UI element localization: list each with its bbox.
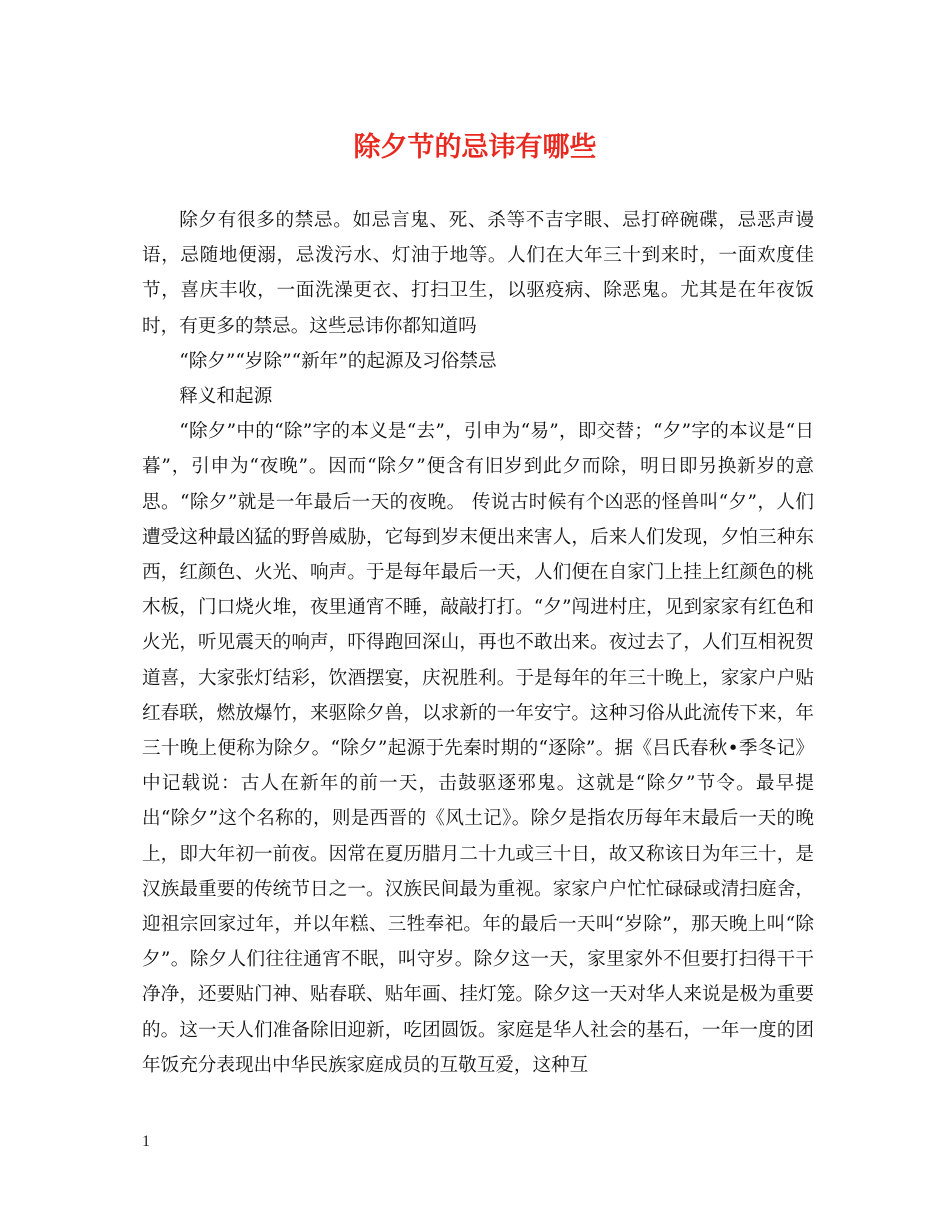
- subsection-heading: 释义和起源: [179, 386, 273, 408]
- document-body: [142, 203, 814, 1083]
- intro-paragraph: 除夕有很多的禁忌。如忌言鬼、死、杀等不吉字眼、忌打碎碗碟，忌恶声谩语，忌随地便溺，忌泼污水、灯油于地等。人们在大年三十到来时，一面欢度佳节，喜庆丰收，一面洗澡更衣、打扫卫生，以驱疫病、除恶鬼。尤其是在年夜饭时，有更多的禁忌。这些忌讳你都知道吗: [142, 210, 814, 337]
- page-number: 1: [142, 1133, 150, 1150]
- main-paragraph: “除夕”中的“除”字的本义是“去”，引申为“易”，即交替；“夕”字的本议是“日暮”，引申为“夜晚”。因而“除夕”便含有旧岁到此夕而除，明日即另换新岁的意思。“除夕”就是一年最后一天的夜晚。 传说古时候有个凶恶的怪兽叫“夕”，人们遭受这种最凶猛的野兽威胁，它每到岁末便出来害人，后来人们发现，夕怕三种东西，红颜色、火光、响声。于是每年最后一天，人们便在自家门上挂上红颜色的桃木板，门口烧火堆，夜里通宵不睡，敲敲打打。“夕”闯进村庄，见到家家有红色和火光，听见震天的响声，吓得跑回深山，再也不敢出来。夜过去了，人们互相祝贺道喜，大家张灯结彩，饮酒摆宴，庆祝胜利。于是每年的年三十晚上，家家户户贴红春联，燃放爆竹，来驱除夕兽，以求新的一年安宁。这种习俗从此流传下来，年三十晚上便称为除夕。“除夕”起源于先秦时期的“逐除”。据《吕氏春秋•季冬记》中记载说：古人在新年的前一天，击鼓驱逐邪鬼。这就是“除夕”节令。最早提出“除夕”这个名称的，则是西晋的《风土记》。除夕是指农历每年末最后一天的晚上，即大年初一前夜。因常在夏历腊月二十九或三十日，故又称该日为年三十，是汉族最重要的传统节日之一。汉族民间最为重视。家家户户忙忙碌碌或清扫庭舍，迎祖宗回家过年，并以年糕、三牲奉祀。年的最后一天叫“岁除”，那天晚上叫“除夕”。除夕人们往往通宵不眠，叫守岁。除夕这一天，家里家外不但要打扫得干干净净，还要贴门神、贴春联、贴年画、挂灯笼。除夕这一天对华人来说是极为重要的。这一天人们准备除旧迎新，吃团圆饭。家庭是华人社会的基石，一年一度的团年饭充分表现出中华民族家庭成员的互敬互爱，这种互: [142, 421, 814, 1076]
- page-title: 除夕节的忌讳有哪些: [353, 132, 597, 163]
- section-heading: “除夕”“岁除”“新年”的起源及习俗禁忌: [179, 350, 497, 372]
